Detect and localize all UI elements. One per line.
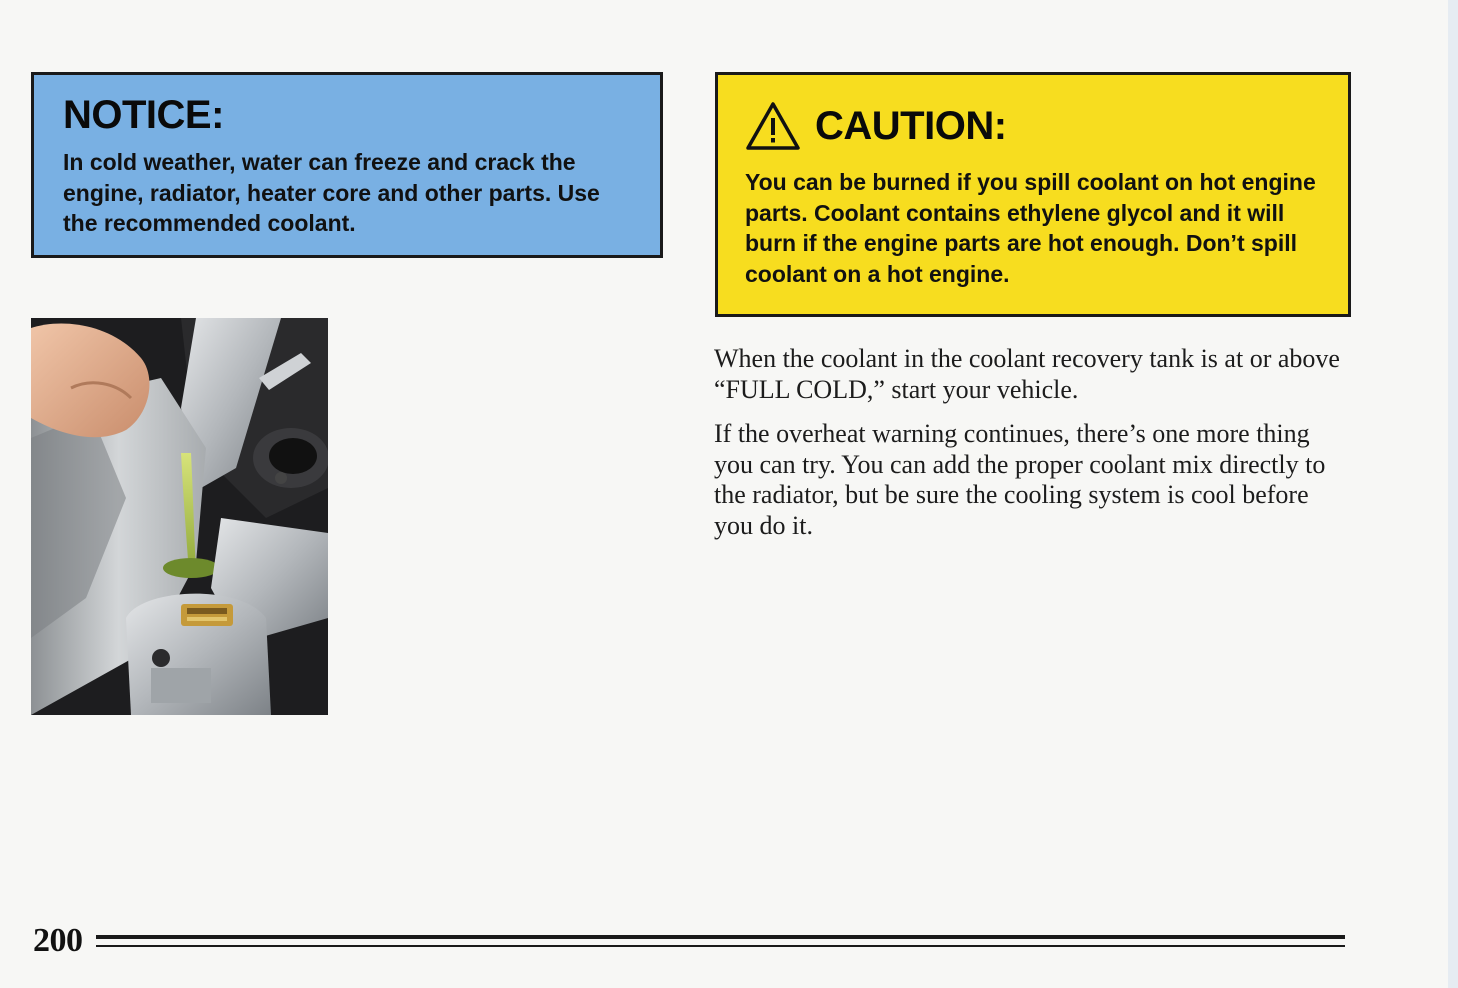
notice-title: NOTICE: — [63, 93, 224, 137]
coolant-photo — [31, 318, 328, 715]
caution-box — [715, 72, 1351, 317]
notice-box — [31, 72, 663, 258]
caution-text: You can be burned if you spill coolant on hot engine parts. Coolant contains ethylene glycol and it will burn if the engine parts are hot enough. Don’t spill coolant on a hot engine. — [745, 169, 1316, 287]
page-edge — [1448, 0, 1458, 988]
footer-rule-thin — [96, 945, 1345, 947]
caution-title: CAUTION: — [815, 104, 1007, 148]
body-paragraph: When the coolant in the coolant recovery tank is at or above “FULL COLD,” start your vehicle. — [714, 344, 1340, 404]
caution-header — [745, 101, 1328, 151]
footer-rule — [96, 935, 1345, 939]
body-paragraph: If the overheat warning continues, there’s one more thing you can try. You can add the proper coolant mix directly to the radiator, but be sure the cooling system is cool before you do it. — [714, 419, 1326, 540]
warning-triangle-icon — [745, 101, 801, 151]
notice-text: In cold weather, water can freeze and crack the engine, radiator, heater core and other parts. Use the recommended coolant. — [63, 149, 600, 236]
page-number: 200 — [33, 922, 83, 959]
